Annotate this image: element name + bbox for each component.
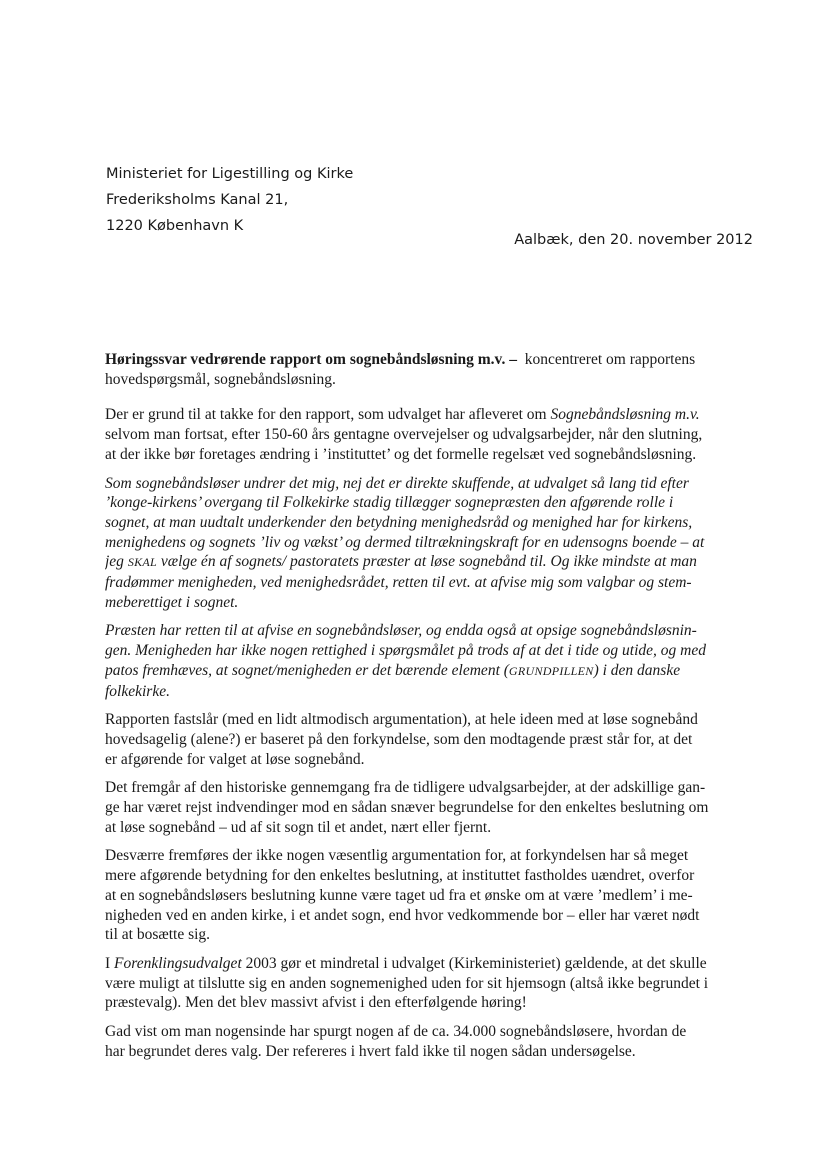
p7-line-1b: 2003 gør et mindretal i udvalget (Kirkeministeriet) gældende, at det skulle: [241, 954, 707, 972]
committee-name: Forenklingsudvalget: [114, 954, 242, 972]
p7-line-2: være muligt at tilslutte sig en anden sognemenighed uden for sit hjemsogn (altså ikke begrundet i: [105, 974, 709, 992]
recipient-address: [106, 161, 353, 239]
recipient-street: Frederiksholms Kanal 21,: [106, 192, 289, 208]
p2-line-3: sognet, at man uudtalt underkender den betydning menighedsråd og menighed har for kirkens,: [105, 513, 693, 531]
recipient-city: 1220 København K: [106, 218, 244, 234]
p6-line-3: at en sognebåndsløsers beslutning kunne være taget ud fra et ønske om at være ’medlem’ i me-: [105, 886, 693, 904]
p7-line-3: præstevalg). Men det blev massivt afvist i den efterfølgende høring!: [105, 994, 527, 1012]
p3-line-4: folkekirke.: [105, 682, 170, 700]
p8-line-1: Gad vist om man nogensinde har spurgt nogen af de ca. 34.000 sognebåndsløsere, hvordan de: [105, 1023, 687, 1041]
report-title: Sognebåndsløsning m.v.: [550, 406, 700, 424]
p1-text: Der er grund til at takke for den rapport, som udvalget har afleveret om: [105, 406, 551, 424]
paragraph-4: [105, 710, 757, 769]
p1-line-3: at der ikke bør foretages ændring i ’instituttet’ og det formelle regelsæt ved sognebåndsløsning.: [105, 445, 697, 463]
p4-line-1: Rapporten fastslår (med en lidt altmodisch argumentation), at hele ideen med at løse sognebånd: [105, 711, 698, 729]
p7-line-1a: I: [105, 954, 115, 972]
p2-line-5b: vælge én af sognets/ pastoratets præster at løse sognebånd til. Og ikke mindste at man: [157, 553, 697, 571]
paragraph-6: [105, 846, 757, 945]
paragraph-1: [105, 405, 757, 464]
letter-heading: [105, 350, 757, 389]
p3-line-1: Præsten har retten til at afvise en sognebåndsløser, og endda også at opsige sognebåndsløsnin-: [105, 622, 697, 640]
letter-body: [105, 350, 757, 1062]
p4-line-3: er afgørende for valget at løse sognebånd.: [105, 750, 365, 768]
p5-line-3: at løse sognebånd – ud af sit sogn til et andet, nært eller fjernt.: [105, 818, 492, 836]
p4-line-2: hovedsagelig (alene?) er baseret på den forkyndelse, som den modtagende præst står for, at det: [105, 730, 693, 748]
p2-line-4: menighedens og sognets ’liv og vækst’ og dermed tiltrækningskraft for en udensogns boende – at: [105, 533, 705, 551]
heading-bold: Høringssvar vedrørende rapport om sognebåndsløsning m.v. –: [105, 351, 517, 368]
p2-line-5a: jeg: [105, 553, 128, 571]
p3-line-2: gen. Menigheden har ikke nogen rettighed i spørgsmålet på trods af at det i tide og utide, og med: [105, 642, 706, 660]
recipient-name: Ministeriet for Ligestilling og Kirke: [106, 166, 354, 182]
p1-line-2: selvom man fortsat, efter 150-60 års gentagne overvejelser og udvalgsarbejder, når den slutning,: [105, 426, 703, 444]
p2-line-1: Som sognebåndsløser undrer det mig, nej det er direkte skuffende, at udvalget så lang tid efter: [105, 474, 689, 492]
heading-line-2: hovedspørgsmål, sognebåndsløsning.: [105, 370, 336, 388]
paragraph-3: [105, 621, 757, 701]
p6-line-4: nigheden ved en anden kirke, i et andet sogn, end hvor vedkommende bor – eller har været nødt: [105, 906, 700, 924]
p6-line-1: Desværre fremføres der ikke nogen væsentlig argumentation for, at forkyndelsen har så meget: [105, 847, 689, 865]
paragraph-2: [105, 474, 757, 613]
p6-line-2: mere afgørende betydning for den enkeltes beslutning, at instituttet fastholdes uændret, overfor: [105, 867, 695, 885]
p5-line-2: ge har været rejst indvendinger mod en sådan snæver begrundelse for den enkeltes beslutning om: [105, 799, 709, 817]
paragraph-5: [105, 778, 757, 837]
heading-rest: koncentreret om rapportens: [524, 351, 696, 368]
p2-line-7: meberettiget i sognet.: [105, 593, 239, 611]
paragraph-7: [105, 954, 757, 1013]
p3-line-3b: ) i den danske: [593, 661, 681, 679]
p8-line-2: har begrundet deres valg. Der refereres i hvert fald ikke til nogen sådan undersøgelse.: [105, 1042, 636, 1060]
p3-smallcaps: GRUNDPILLEN: [508, 663, 594, 678]
paragraph-8: [105, 1022, 757, 1061]
date-line: Aalbæk, den 20. november 2012: [514, 232, 753, 248]
p2-smallcaps: SKAL: [127, 555, 158, 570]
p6-line-5: til at bosætte sig.: [105, 926, 211, 944]
p3-line-3a: patos fremhæves, at sognet/menigheden er det bærende element (: [105, 661, 509, 679]
p2-line-2: ’konge-kirkens’ overgang til Folkekirke stadig tillægger sognepræsten den afgørende rolle i: [105, 494, 674, 512]
p2-line-6: fradømmer menigheden, ved menighedsrådet, retten til evt. at afvise mig som valgbar og stem-: [105, 574, 692, 592]
p5-line-1: Det fremgår af den historiske gennemgang fra de tidligere udvalgsarbejder, at der adskillige gan-: [105, 779, 706, 797]
